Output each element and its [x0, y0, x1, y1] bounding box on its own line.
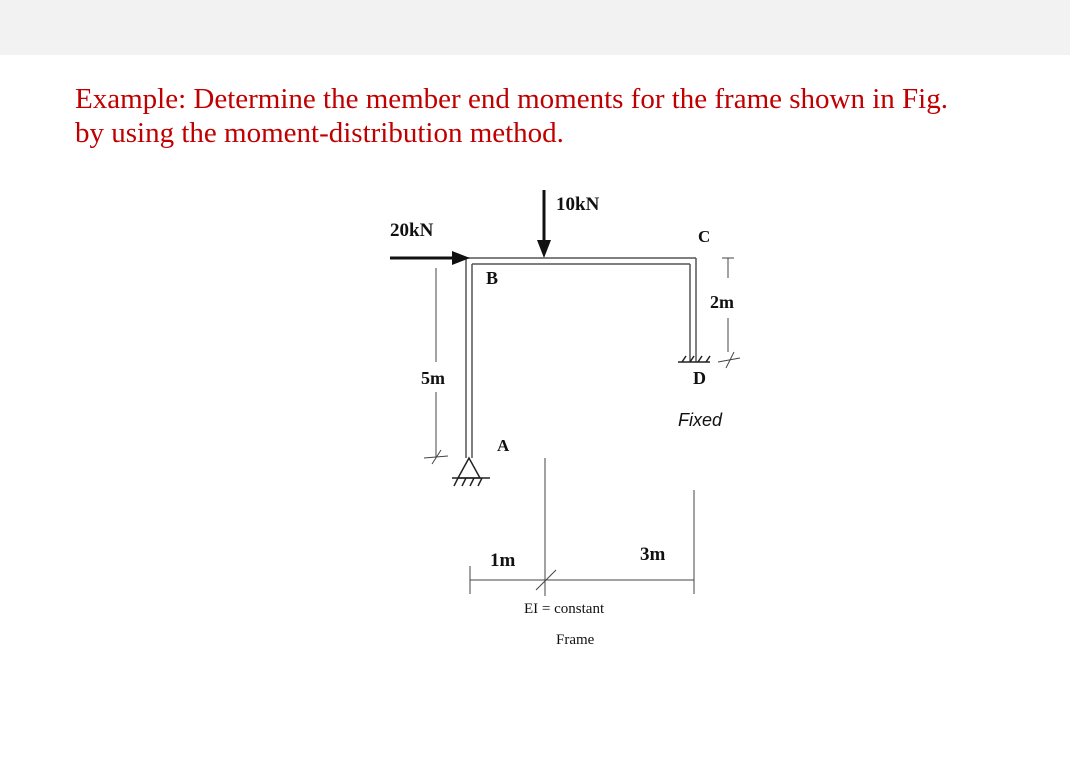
node-c-label: C: [698, 227, 711, 246]
node-b-label: B: [486, 268, 499, 288]
dimension-5m-label: 5m: [421, 368, 445, 388]
vertical-load-label: 10kN: [556, 194, 600, 215]
member-ab: [466, 258, 472, 458]
problem-statement-line-2: by using the moment-distribution method.: [75, 117, 564, 149]
support-d-note: Fixed: [678, 410, 723, 430]
pin-support-a-icon: [452, 458, 490, 486]
dimension-5m-line: [424, 268, 448, 464]
member-cd: [690, 258, 696, 362]
node-a-label: A: [497, 436, 510, 455]
frame-members: [466, 258, 696, 458]
dimension-1m-label: 1m: [490, 550, 516, 571]
dimension-2m-line: [718, 258, 740, 368]
dimension-2m-label: 2m: [710, 292, 734, 312]
problem-statement-line-1: Example: Determine the member end moments for the frame shown in Fig.: [75, 83, 948, 115]
node-d-label: D: [693, 368, 706, 388]
vertical-load-arrow-icon: [537, 190, 551, 258]
horizontal-load-arrow-icon: [390, 251, 470, 265]
dimension-3m-label: 3m: [640, 544, 666, 565]
member-bc: [466, 258, 696, 264]
fixed-support-d-icon: [678, 356, 710, 362]
horizontal-load-label: 20kN: [390, 220, 434, 241]
figure-caption: Frame: [556, 632, 595, 648]
ei-constant-label: EI = constant: [524, 601, 605, 617]
dimension-span-lines: [470, 458, 694, 596]
